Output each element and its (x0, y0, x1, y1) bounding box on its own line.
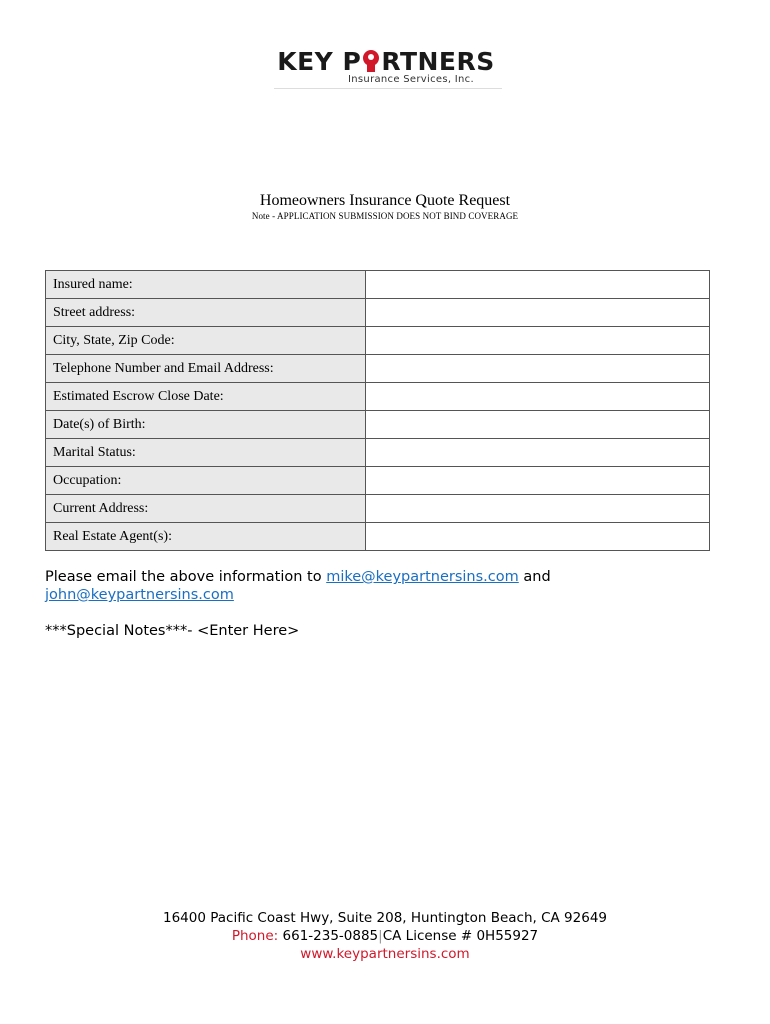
form-row (46, 411, 710, 439)
form-field-label: Telephone Number and Email Address: (46, 355, 366, 383)
email-link-john[interactable]: john@keypartnersins.com (45, 587, 234, 603)
keyhole-icon (362, 50, 380, 72)
form-field-label: Occupation: (46, 467, 366, 495)
form-field-label: Current Address: (46, 495, 366, 523)
company-logo (270, 48, 502, 92)
email-joiner-text: and (518, 569, 551, 585)
form-field-label: Marital Status: (46, 439, 366, 467)
page-title: Homeowners Insurance Quote Request (259, 192, 511, 209)
license-number: CA License # 0H55927 (382, 928, 539, 944)
form-field-label: City, State, Zip Code: (46, 327, 366, 355)
phone-label: Phone: (231, 928, 279, 944)
logo-subtitle: Insurance Services, Inc. (348, 74, 474, 85)
form-row (46, 271, 710, 299)
phone-number[interactable]: 661-235-0885 (278, 928, 379, 944)
footer-contact (0, 927, 770, 945)
form-field-input[interactable] (366, 495, 710, 523)
footer-separator: | (378, 928, 383, 944)
form-field-label: Real Estate Agent(s): (46, 523, 366, 551)
form-row (46, 299, 710, 327)
form-field-input[interactable] (366, 271, 710, 299)
form-field-label: Street address: (46, 299, 366, 327)
coverage-note: Note - APPLICATION SUBMISSION DOES NOT BIND COVERAGE (251, 211, 519, 221)
logo-text-left: KEY P (277, 47, 362, 76)
website-link[interactable]: www.keypartnersins.com (300, 946, 470, 962)
email-instructions (45, 568, 725, 604)
email-instructions-text: Please email the above information to (45, 569, 327, 585)
quote-form-table (45, 270, 710, 551)
logo-divider (274, 88, 502, 89)
form-field-label: Estimated Escrow Close Date: (46, 383, 366, 411)
form-field-input[interactable] (366, 523, 710, 551)
logo-wordmark (270, 48, 502, 76)
logo-text-right: RTNERS (381, 47, 495, 76)
form-field-input[interactable] (366, 467, 710, 495)
form-row (46, 383, 710, 411)
form-field-input[interactable] (366, 411, 710, 439)
form-field-input[interactable] (366, 355, 710, 383)
form-field-label: Date(s) of Birth: (46, 411, 366, 439)
form-row (46, 327, 710, 355)
form-field-input[interactable] (366, 383, 710, 411)
form-row (46, 439, 710, 467)
form-row (46, 523, 710, 551)
form-field-label: Insured name: (46, 271, 366, 299)
footer-address: 16400 Pacific Coast Hwy, Suite 208, Huntington Beach, CA 92649 (162, 910, 608, 926)
form-row (46, 467, 710, 495)
special-notes[interactable]: ***Special Notes***- <Enter Here> (45, 623, 300, 639)
footer (0, 909, 770, 963)
form-field-input[interactable] (366, 439, 710, 467)
email-link-mike[interactable]: mike@keypartnersins.com (326, 569, 519, 585)
form-row (46, 355, 710, 383)
form-row (46, 495, 710, 523)
form-field-input[interactable] (366, 327, 710, 355)
form-field-input[interactable] (366, 299, 710, 327)
